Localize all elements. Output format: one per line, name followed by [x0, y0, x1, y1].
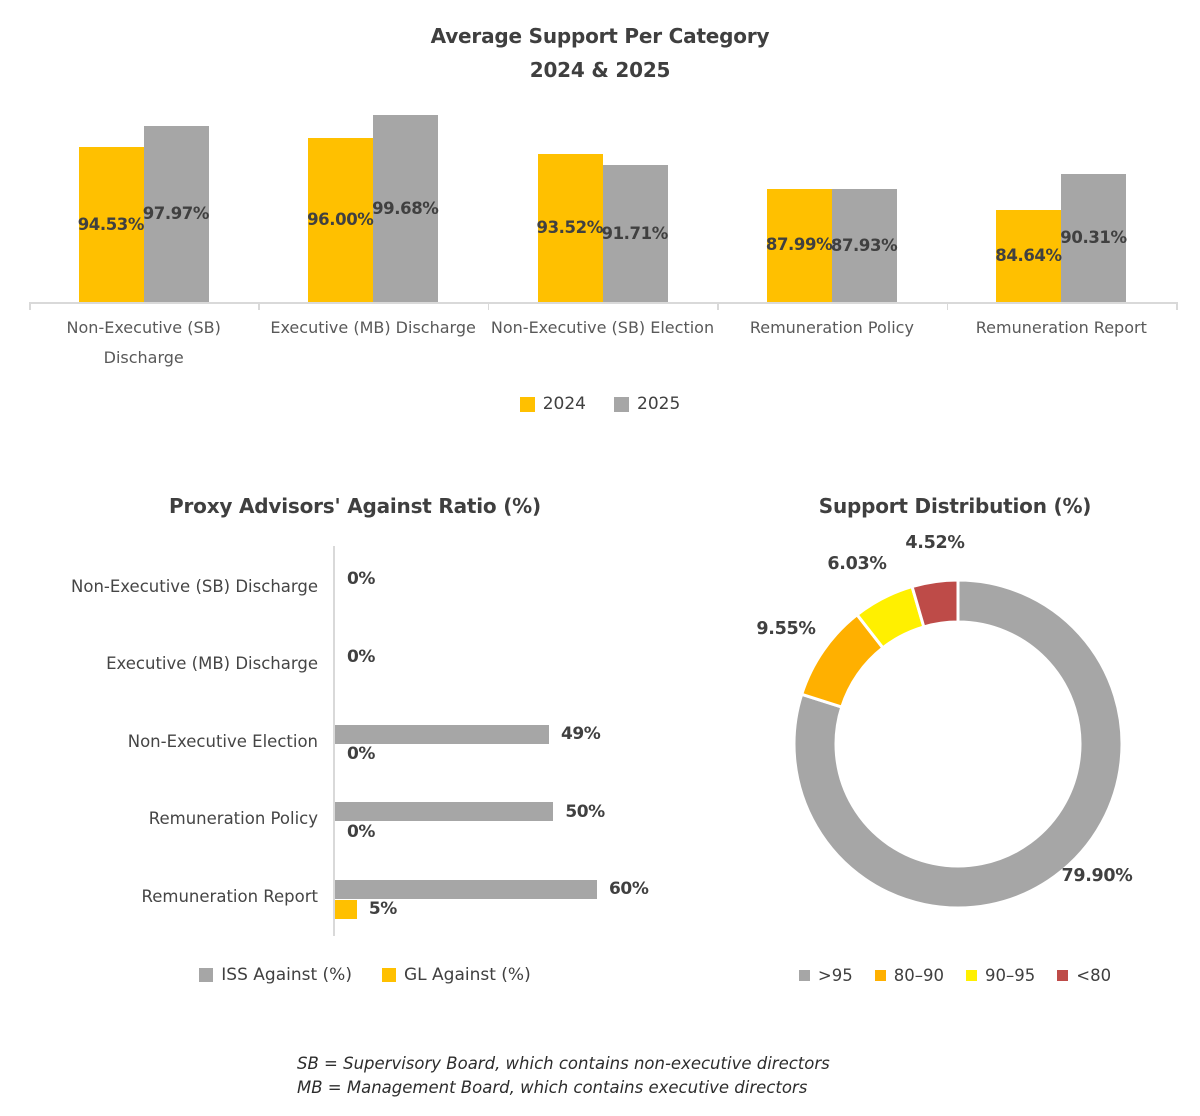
- legend-swatch-icon: [1057, 970, 1068, 981]
- donut-slice-value-label: 9.55%: [756, 619, 816, 639]
- hbar-value-label: 0%: [347, 744, 376, 765]
- avg-support-title: Average Support Per Category: [430, 24, 770, 48]
- legend-label: GL Against (%): [403, 965, 531, 985]
- legend-item-80–90: [875, 966, 944, 985]
- donut-slice-value-label: 4.52%: [905, 533, 965, 553]
- legend-swatch-icon: [382, 968, 396, 982]
- column-value-label: 87.99%: [765, 235, 833, 255]
- column-value-label: 99.68%: [372, 198, 439, 218]
- hbar-value-label: 0%: [347, 821, 376, 842]
- legend-swatch-icon: [966, 970, 977, 981]
- hbar-value-label: 50%: [565, 801, 605, 822]
- column-value-label: 96.00%: [307, 210, 374, 230]
- legend-item-2024: [520, 394, 586, 414]
- donut-slice-value-label: 6.03%: [827, 554, 887, 574]
- legend-label: 2024: [542, 394, 586, 414]
- support-distribution-legend: [725, 966, 1185, 985]
- top-chart-tick: [29, 302, 31, 310]
- top-chart-tick: [258, 302, 260, 310]
- hbar-ISS Against (%): [335, 725, 549, 744]
- avg-support-subtitle: 2024 & 2025: [529, 58, 671, 82]
- against-ratio-legend: [20, 965, 710, 985]
- legend-item-GL Against (%): [382, 965, 531, 985]
- legend-label: >95: [817, 966, 853, 985]
- top-chart-tick: [947, 302, 949, 310]
- footnote-sb: SB = Supervisory Board, which contains non-executive directors: [297, 1054, 830, 1073]
- legend-swatch-icon: [875, 970, 886, 981]
- footnote-mb: MB = Management Board, which contains executive directors: [297, 1078, 808, 1097]
- hbar-value-label: 0%: [347, 569, 376, 590]
- legend-item-90–95: [966, 966, 1035, 985]
- top-category-label: Remuneration Policy: [749, 318, 914, 337]
- avg-support-legend: [0, 394, 1200, 414]
- hbar-ISS Against (%): [335, 802, 553, 821]
- donut-slice-value-label: 79.90%: [1061, 866, 1133, 886]
- hbar-category-label: Non-Executive (SB) Discharge: [71, 576, 318, 596]
- legend-item-ISS Against (%): [199, 965, 352, 985]
- top-chart-tick: [717, 302, 719, 310]
- legend-item-<80: [1057, 966, 1111, 985]
- hbar-value-label: 0%: [347, 646, 376, 667]
- column-value-label: 84.64%: [995, 245, 1062, 265]
- top-chart-tick: [488, 302, 490, 310]
- top-category-label: Executive (MB) Discharge: [270, 318, 476, 337]
- hbar-category-label: Remuneration Policy: [148, 809, 318, 829]
- top-category-label: Non-Executive (SB) Election: [490, 318, 715, 337]
- support-distribution-title: Support Distribution (%): [818, 494, 1092, 518]
- legend-swatch-icon: [199, 968, 213, 982]
- hbar-GL Against (%): [335, 900, 357, 919]
- column-value-label: 93.52%: [536, 217, 603, 237]
- top-category-label: Remuneration Report: [975, 318, 1147, 337]
- legend-label: 2025: [637, 394, 681, 414]
- legend-label: 80–90: [893, 966, 944, 985]
- top-category-label: Non-Executive (SB) Discharge: [66, 318, 221, 367]
- top-chart-tick: [1176, 302, 1178, 310]
- hbar-category-label: Non-Executive Election: [127, 731, 318, 751]
- against-ratio-title: Proxy Advisors' Against Ratio (%): [169, 494, 541, 518]
- hbar-ISS Against (%): [335, 880, 597, 899]
- column-value-label: 97.97%: [142, 203, 210, 223]
- legend-item-2025: [614, 394, 680, 414]
- hbar-category-label: Executive (MB) Discharge: [106, 654, 318, 674]
- legend-swatch-icon: [614, 397, 629, 412]
- legend-swatch-icon: [799, 970, 810, 981]
- column-value-label: 91.71%: [601, 223, 668, 243]
- legend-swatch-icon: [520, 397, 535, 412]
- support-distribution-donut: [740, 528, 1200, 960]
- column-value-label: 90.31%: [1060, 228, 1127, 248]
- hbar-value-label: 49%: [560, 724, 601, 745]
- legend-label: <80: [1076, 966, 1112, 985]
- legend-label: ISS Against (%): [221, 965, 352, 985]
- column-value-label: 94.53%: [77, 214, 145, 234]
- column-value-label: 87.93%: [830, 235, 898, 255]
- hbar-value-label: 60%: [609, 879, 649, 900]
- legend-label: 90–95: [985, 966, 1036, 985]
- legend-item->95: [799, 966, 853, 985]
- hbar-category-label: Remuneration Report: [141, 886, 318, 906]
- hbar-value-label: 5%: [368, 899, 397, 920]
- top-chart-baseline: [29, 302, 1176, 304]
